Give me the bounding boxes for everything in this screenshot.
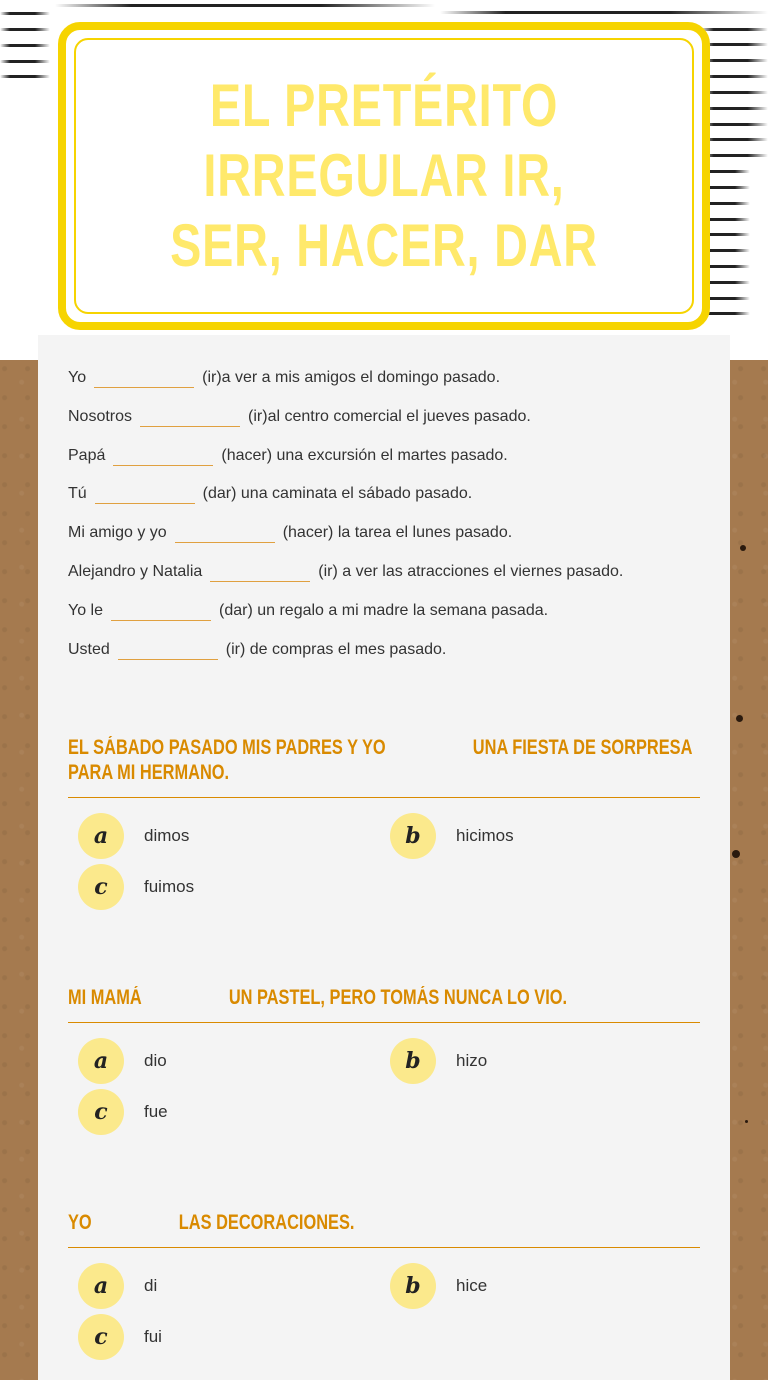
option-letter-badge: b bbox=[390, 1038, 436, 1084]
option-letter-badge: a bbox=[78, 1263, 124, 1309]
option-letter-badge: b bbox=[390, 813, 436, 859]
option-text: fue bbox=[144, 1102, 168, 1121]
sentence-start: Papá bbox=[68, 446, 106, 464]
option-text: fui bbox=[144, 1327, 162, 1346]
option-letter-badge: c bbox=[78, 864, 124, 910]
sentence-end: (dar) un regalo a mi madre la semana pasada. bbox=[219, 601, 549, 619]
option-text: dio bbox=[144, 1051, 167, 1070]
answer-blank[interactable] bbox=[113, 447, 213, 466]
fill-in-sentence bbox=[68, 640, 446, 660]
question bbox=[68, 1210, 700, 1248]
answer-option-b[interactable] bbox=[390, 1263, 487, 1309]
answer-blank[interactable] bbox=[111, 602, 211, 621]
option-letter-badge: c bbox=[78, 1089, 124, 1135]
speck bbox=[732, 850, 740, 858]
sentence-end: (ir) a ver las atracciones el viernes pasado. bbox=[318, 563, 624, 580]
option-letter-badge: a bbox=[78, 1038, 124, 1084]
sentence-start: Tú bbox=[68, 485, 87, 503]
answer-option-a[interactable] bbox=[78, 813, 189, 859]
answer-option-c[interactable] bbox=[78, 1314, 162, 1360]
sentence-start: Usted bbox=[68, 640, 110, 658]
fill-in-sentence bbox=[68, 407, 531, 427]
sentence-start: Nosotros bbox=[68, 407, 133, 425]
question-text: YO LAS DECORACIONES. bbox=[68, 1211, 355, 1234]
fill-in-sentence bbox=[68, 523, 512, 543]
divider bbox=[68, 797, 700, 798]
answer-blank[interactable] bbox=[118, 641, 218, 660]
divider bbox=[68, 1022, 700, 1023]
fill-in-sentence bbox=[68, 484, 472, 504]
answer-blank[interactable] bbox=[95, 485, 195, 504]
option-text: hice bbox=[456, 1276, 488, 1295]
divider bbox=[68, 1247, 700, 1248]
answer-option-a[interactable] bbox=[78, 1263, 157, 1309]
answer-blank[interactable] bbox=[175, 524, 275, 543]
fill-in-sentence bbox=[68, 368, 500, 388]
answer-option-c[interactable] bbox=[78, 864, 194, 910]
speck bbox=[736, 715, 743, 722]
sentence-start: Mi amigo y yo bbox=[68, 524, 167, 542]
sentence-end: (dar) una caminata el sábado pasado. bbox=[202, 485, 473, 503]
title-frame bbox=[58, 22, 710, 330]
option-text: dimos bbox=[144, 826, 190, 845]
sentence-end: (hacer) la tarea el lunes pasado. bbox=[282, 524, 513, 542]
question bbox=[68, 985, 700, 1023]
question-text: MI MAMÁ UN PASTEL, PERO TOMÁS NUNCA LO VIO. bbox=[68, 986, 568, 1009]
answer-option-a[interactable] bbox=[78, 1038, 167, 1084]
answer-option-b[interactable] bbox=[390, 813, 514, 859]
sentence-end: (ir) de compras el mes pasado. bbox=[225, 640, 447, 658]
fill-in-sentence bbox=[68, 562, 623, 582]
worksheet-card bbox=[38, 335, 730, 1380]
option-letter-badge: c bbox=[78, 1314, 124, 1360]
answer-option-b[interactable] bbox=[390, 1038, 487, 1084]
page-title: EL PRETÉRITO IRREGULAR IR, SER, HACER, DAR bbox=[170, 72, 598, 279]
fill-in-sentence bbox=[68, 601, 548, 621]
sentence-end: (ir)al centro comercial el jueves pasado. bbox=[248, 407, 531, 425]
option-letter-badge: b bbox=[390, 1263, 436, 1309]
sentence-end: (hacer) una excursión el martes pasado. bbox=[221, 446, 508, 464]
speck bbox=[740, 545, 746, 551]
answer-blank[interactable] bbox=[140, 408, 240, 427]
question-text: EL SÁBADO PASADO MIS PADRES Y YO UNA FIESTA DE SORPRESA PARA MI HERMANO. bbox=[68, 736, 692, 784]
speck bbox=[745, 1120, 748, 1123]
fill-in-sentence bbox=[68, 446, 508, 466]
option-text: hicimos bbox=[456, 826, 514, 845]
answer-blank[interactable] bbox=[210, 563, 310, 582]
sentence-start: Yo bbox=[68, 369, 87, 386]
sentence-start: Yo le bbox=[68, 601, 103, 619]
answer-option-c[interactable] bbox=[78, 1089, 168, 1135]
option-text: di bbox=[144, 1276, 158, 1295]
option-letter-badge: a bbox=[78, 813, 124, 859]
question bbox=[68, 735, 700, 798]
sentence-start: Alejandro y Natalia bbox=[68, 563, 203, 580]
answer-blank[interactable] bbox=[94, 369, 194, 388]
option-text: hizo bbox=[456, 1051, 488, 1070]
option-text: fuimos bbox=[144, 877, 195, 896]
sentence-end: (ir)a ver a mis amigos el domingo pasado. bbox=[202, 369, 501, 386]
